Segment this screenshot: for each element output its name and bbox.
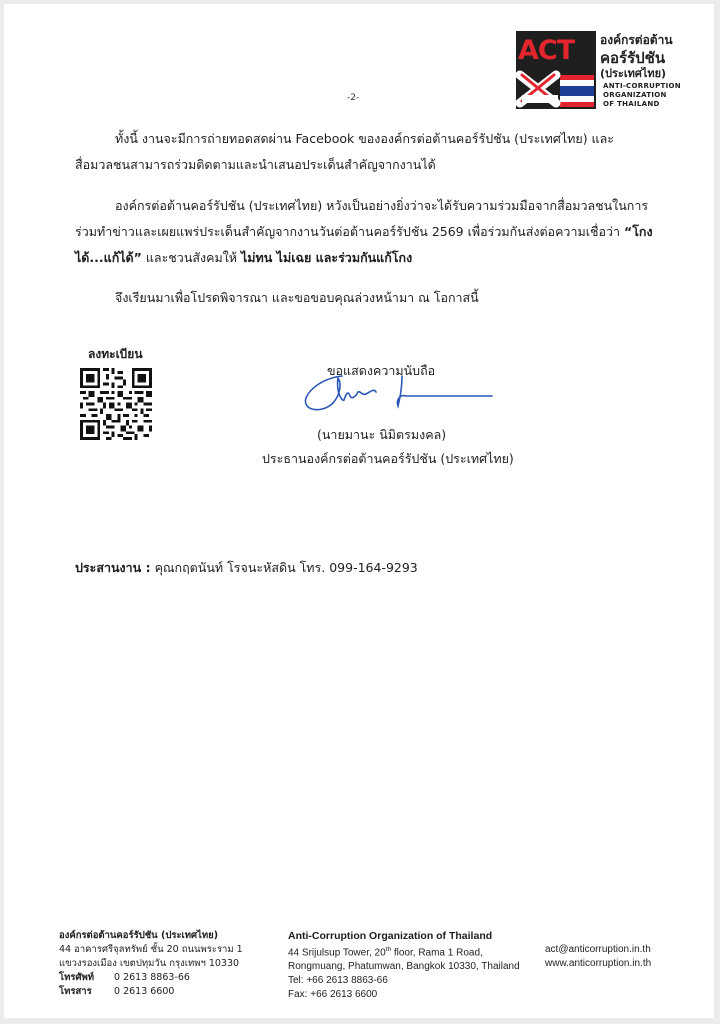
- footer-english: [288, 929, 520, 1002]
- slogan-quote: “โกงได้...แก้ได้”: [75, 224, 653, 265]
- logo-en-line1: ANTI-CORRUPTION: [603, 82, 681, 90]
- footer-en-address-2: Rongmuang, Phatumwan, Bangkok 10330, Thailand: [288, 961, 520, 973]
- closing-text: ขอแสดงความนับถือ: [327, 363, 436, 378]
- coordinator-value: คุณกฤตนันท์ โรจนะหัสดิน โทร. 099-164-9293: [154, 560, 418, 575]
- footer-en-name: Anti-Corruption Organization of Thailand: [288, 930, 493, 942]
- logo-en-line2: ORGANIZATION: [603, 91, 667, 99]
- signatory-title: ประธานองค์กรต่อต้านคอร์รัปชัน (ประเทศไทย): [262, 451, 514, 466]
- qr-code-icon[interactable]: [80, 368, 152, 440]
- coordinator-line: [75, 558, 418, 578]
- footer-en-address-1a: 44 Srijulsup Tower, 20: [288, 947, 386, 959]
- footer-th-address-1: 44 อาคารศรีจุลทรัพย์ ชั้น 20 ถนนพระราม 1: [59, 944, 243, 955]
- paragraph-2-tail: และชวนสังคมให้: [141, 250, 242, 265]
- paragraph-2-text: องค์กรต่อต้านคอร์รัปชัน (ประเทศไทย) หวังเป็นอย่างยิ่งว่าจะได้รับความร่วมมือจากสื่อมวลชนในการร่วมทำข่าวและเผยแพร่ประเด็นสำคัญจากงานวันต่อต้านคอร์รัปชัน 2569 เพื่อร่วมกันส่งต่อความเชื่อว่า: [75, 198, 649, 239]
- footer-en-address-sup: th: [385, 946, 392, 953]
- footer-th-name: องค์กรต่อต้านคอร์รัปชัน (ประเทศไทย): [59, 930, 219, 941]
- signatory-name: (นายมานะ นิมิตรมงคล): [317, 427, 447, 442]
- handshake-flag-icon: [516, 31, 596, 109]
- footer-th-fax: 0 2613 6600: [114, 986, 175, 997]
- slogan-bold-tail: ไม่ทน ไม่เฉย และร่วมกันแก้โกง: [241, 250, 413, 265]
- footer-th-tel-label: โทรศัพท์: [59, 972, 95, 983]
- paragraph-1: ทั้งนี้ งานจะมีการถ่ายทอดสดผ่าน Facebook ขององค์กรต่อต้านคอร์รัปชัน (ประเทศไทย) และสื่อมวลชนสามารถร่วมติดตามและนำเสนอประเด็นสำคัญจากงานได้: [75, 131, 614, 172]
- coordinator-label: ประสานงาน :: [75, 560, 151, 575]
- footer-thai: [59, 929, 243, 999]
- footer-en-address-1b: floor, Rama 1 Road,: [391, 947, 483, 959]
- footer-website[interactable]: www.anticorruption.in.th: [545, 958, 652, 969]
- logo-thai-line1: องค์กรต่อต้าน: [600, 33, 673, 47]
- page-number: -2-: [347, 93, 360, 103]
- footer-th-tel: 0 2613 8863-66: [114, 972, 190, 983]
- footer-en-fax: Fax: +66 2613 6600: [288, 989, 378, 1001]
- logo-act-text: ACT: [518, 35, 575, 66]
- footer-email[interactable]: act@anticorruption.in.th: [545, 944, 651, 955]
- footer-th-fax-label: โทรสาร: [59, 986, 92, 997]
- register-label: ลงทะเบียน: [88, 347, 143, 361]
- handwritten-signature: [302, 366, 502, 420]
- logo-thai-line3: (ประเทศไทย): [600, 67, 667, 80]
- logo-en-line3: OF THAILAND: [603, 100, 660, 108]
- paragraph-3: จึงเรียนมาเพื่อโปรดพิจารณา และขอขอบคุณล่วงหน้ามา ณ โอกาสนี้: [115, 290, 479, 305]
- paragraph-2: [75, 193, 655, 271]
- footer-en-tel: Tel: +66 2613 8863-66: [288, 975, 388, 987]
- footer-contact: [545, 943, 651, 971]
- footer-th-address-2: แขวงรองเมือง เขตปทุมวัน กรุงเทพฯ 10330: [59, 958, 240, 969]
- logo-emblem: [516, 31, 596, 109]
- logo-thai-line2: คอร์รัปชัน: [600, 49, 666, 67]
